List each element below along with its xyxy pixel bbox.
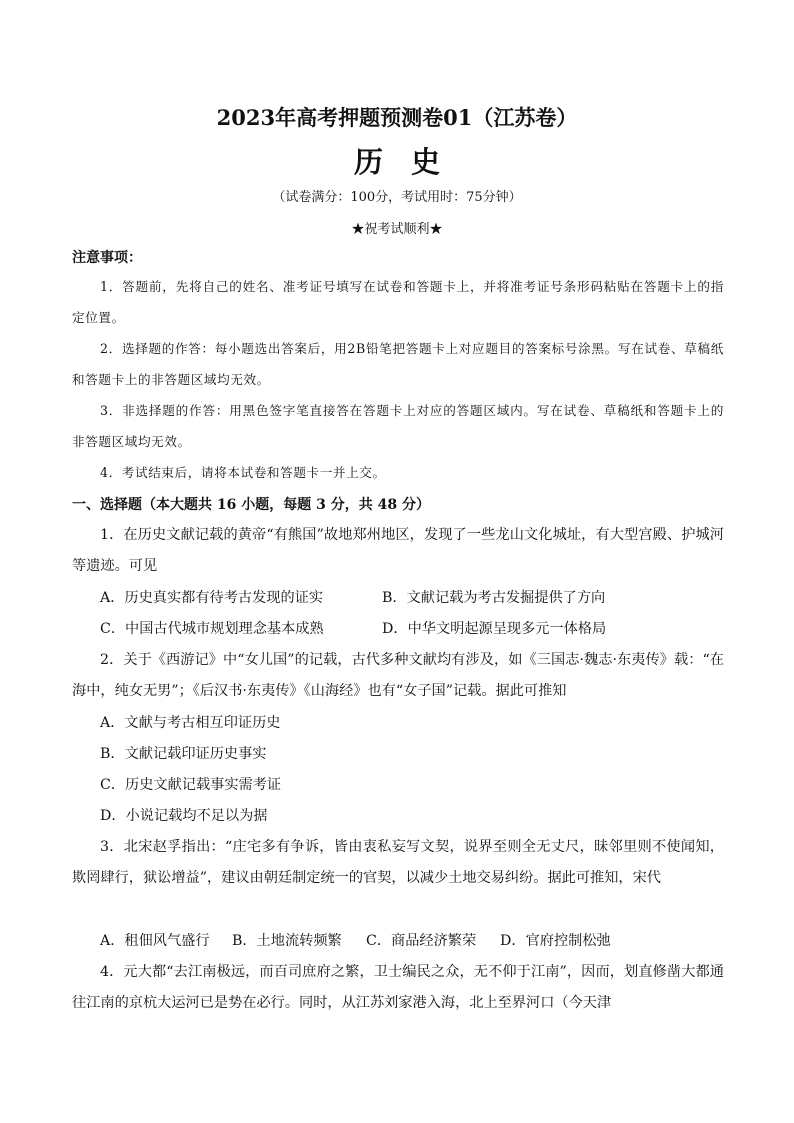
good-luck-line: ★祝考试顺利★: [351, 222, 443, 237]
question-option: C．商品经济繁荣: [366, 933, 477, 949]
question-option: B．文献记载为考古发掘提供了方向: [382, 590, 606, 606]
question-stem: 1．在历史文献记载的黄帝“有熊国”故地郑州地区，发现了一些龙山文化城址，有大型宫殿、护城河等遗迹。可见: [72, 527, 724, 574]
exam-title: 2023年高考押题预测卷01（江苏卷）: [216, 105, 578, 130]
question-stem: 4．元大都“去江南极远，而百司庶府之繁，卫士编民之众，无不仰于江南”，因而，划直修凿大都通往江南的京杭大运河已是势在必行。同时，从江苏刘家港入海，北上至界河口（今天津: [72, 964, 724, 1011]
question-option: A．租佃风气盛行: [100, 933, 210, 949]
question-option: D．官府控制松弛: [500, 933, 611, 949]
question-option: D．中华文明起源呈现多元一体格局: [382, 621, 607, 637]
question-option: B．土地流转频繁: [232, 933, 342, 949]
question-option: A．文献与考古相互印证历史: [100, 715, 281, 731]
section-heading: 一、选择题（本大题共 16 小题，每题 3 分，共 48 分）: [72, 497, 430, 513]
question-stem: 2．关于《西游记》中“女儿国”的记载，古代多种文献均有涉及，如《三国志·魏志·东夷传》载：“在海中，纯女无男”；《后汉书·东夷传》《山海经》也有“女子国”记载。据此可推知: [72, 652, 724, 699]
question-option: A．历史真实都有待考古发现的证实: [100, 590, 324, 606]
question-option: B．文献记载印证历史事实: [100, 746, 267, 762]
notice-heading: 注意事项：: [72, 250, 142, 266]
notice-item: 2．选择题的作答：每小题选出答案后，用2B铅笔把答题卡上对应题目的答案标号涂黑。写在试卷、草稿纸和答题卡上的非答题区域均无效。: [72, 341, 724, 387]
notice-item: 3．非选择题的作答：用黑色签字笔直接答在答题卡上对应的答题区域内。写在试卷、草稿纸和答题卡上的非答题区域均无效。: [72, 403, 724, 449]
exam-meta: （试卷满分：100分，考试用时：75分钟）: [272, 190, 522, 205]
notice-item: 1．答题前，先将自己的姓名、准考证号填写在试卷和答题卡上，并将准考证号条形码粘贴在答题卡上的指定位置。: [72, 279, 724, 325]
notice-item: 4．考试结束后，请将本试卷和答题卡一并上交。: [100, 465, 386, 480]
subject-title: 历史: [353, 145, 468, 179]
question-stem: 3．北宋赵孚指出：“庄宅多有争诉，皆由衷私妄写文契，说界至则全无丈尺，昧邻里则不使闻知，欺罔肆行，狱讼增益”，建议由朝廷制定统一的官契，以减少土地交易纠纷。据此可推知，宋代: [72, 839, 724, 886]
question-option: C．历史文献记载事实需考证: [100, 777, 282, 793]
question-option: D．小说记载均不足以为据: [100, 808, 268, 824]
question-option: C．中国古代城市规划理念基本成熟: [100, 621, 324, 637]
